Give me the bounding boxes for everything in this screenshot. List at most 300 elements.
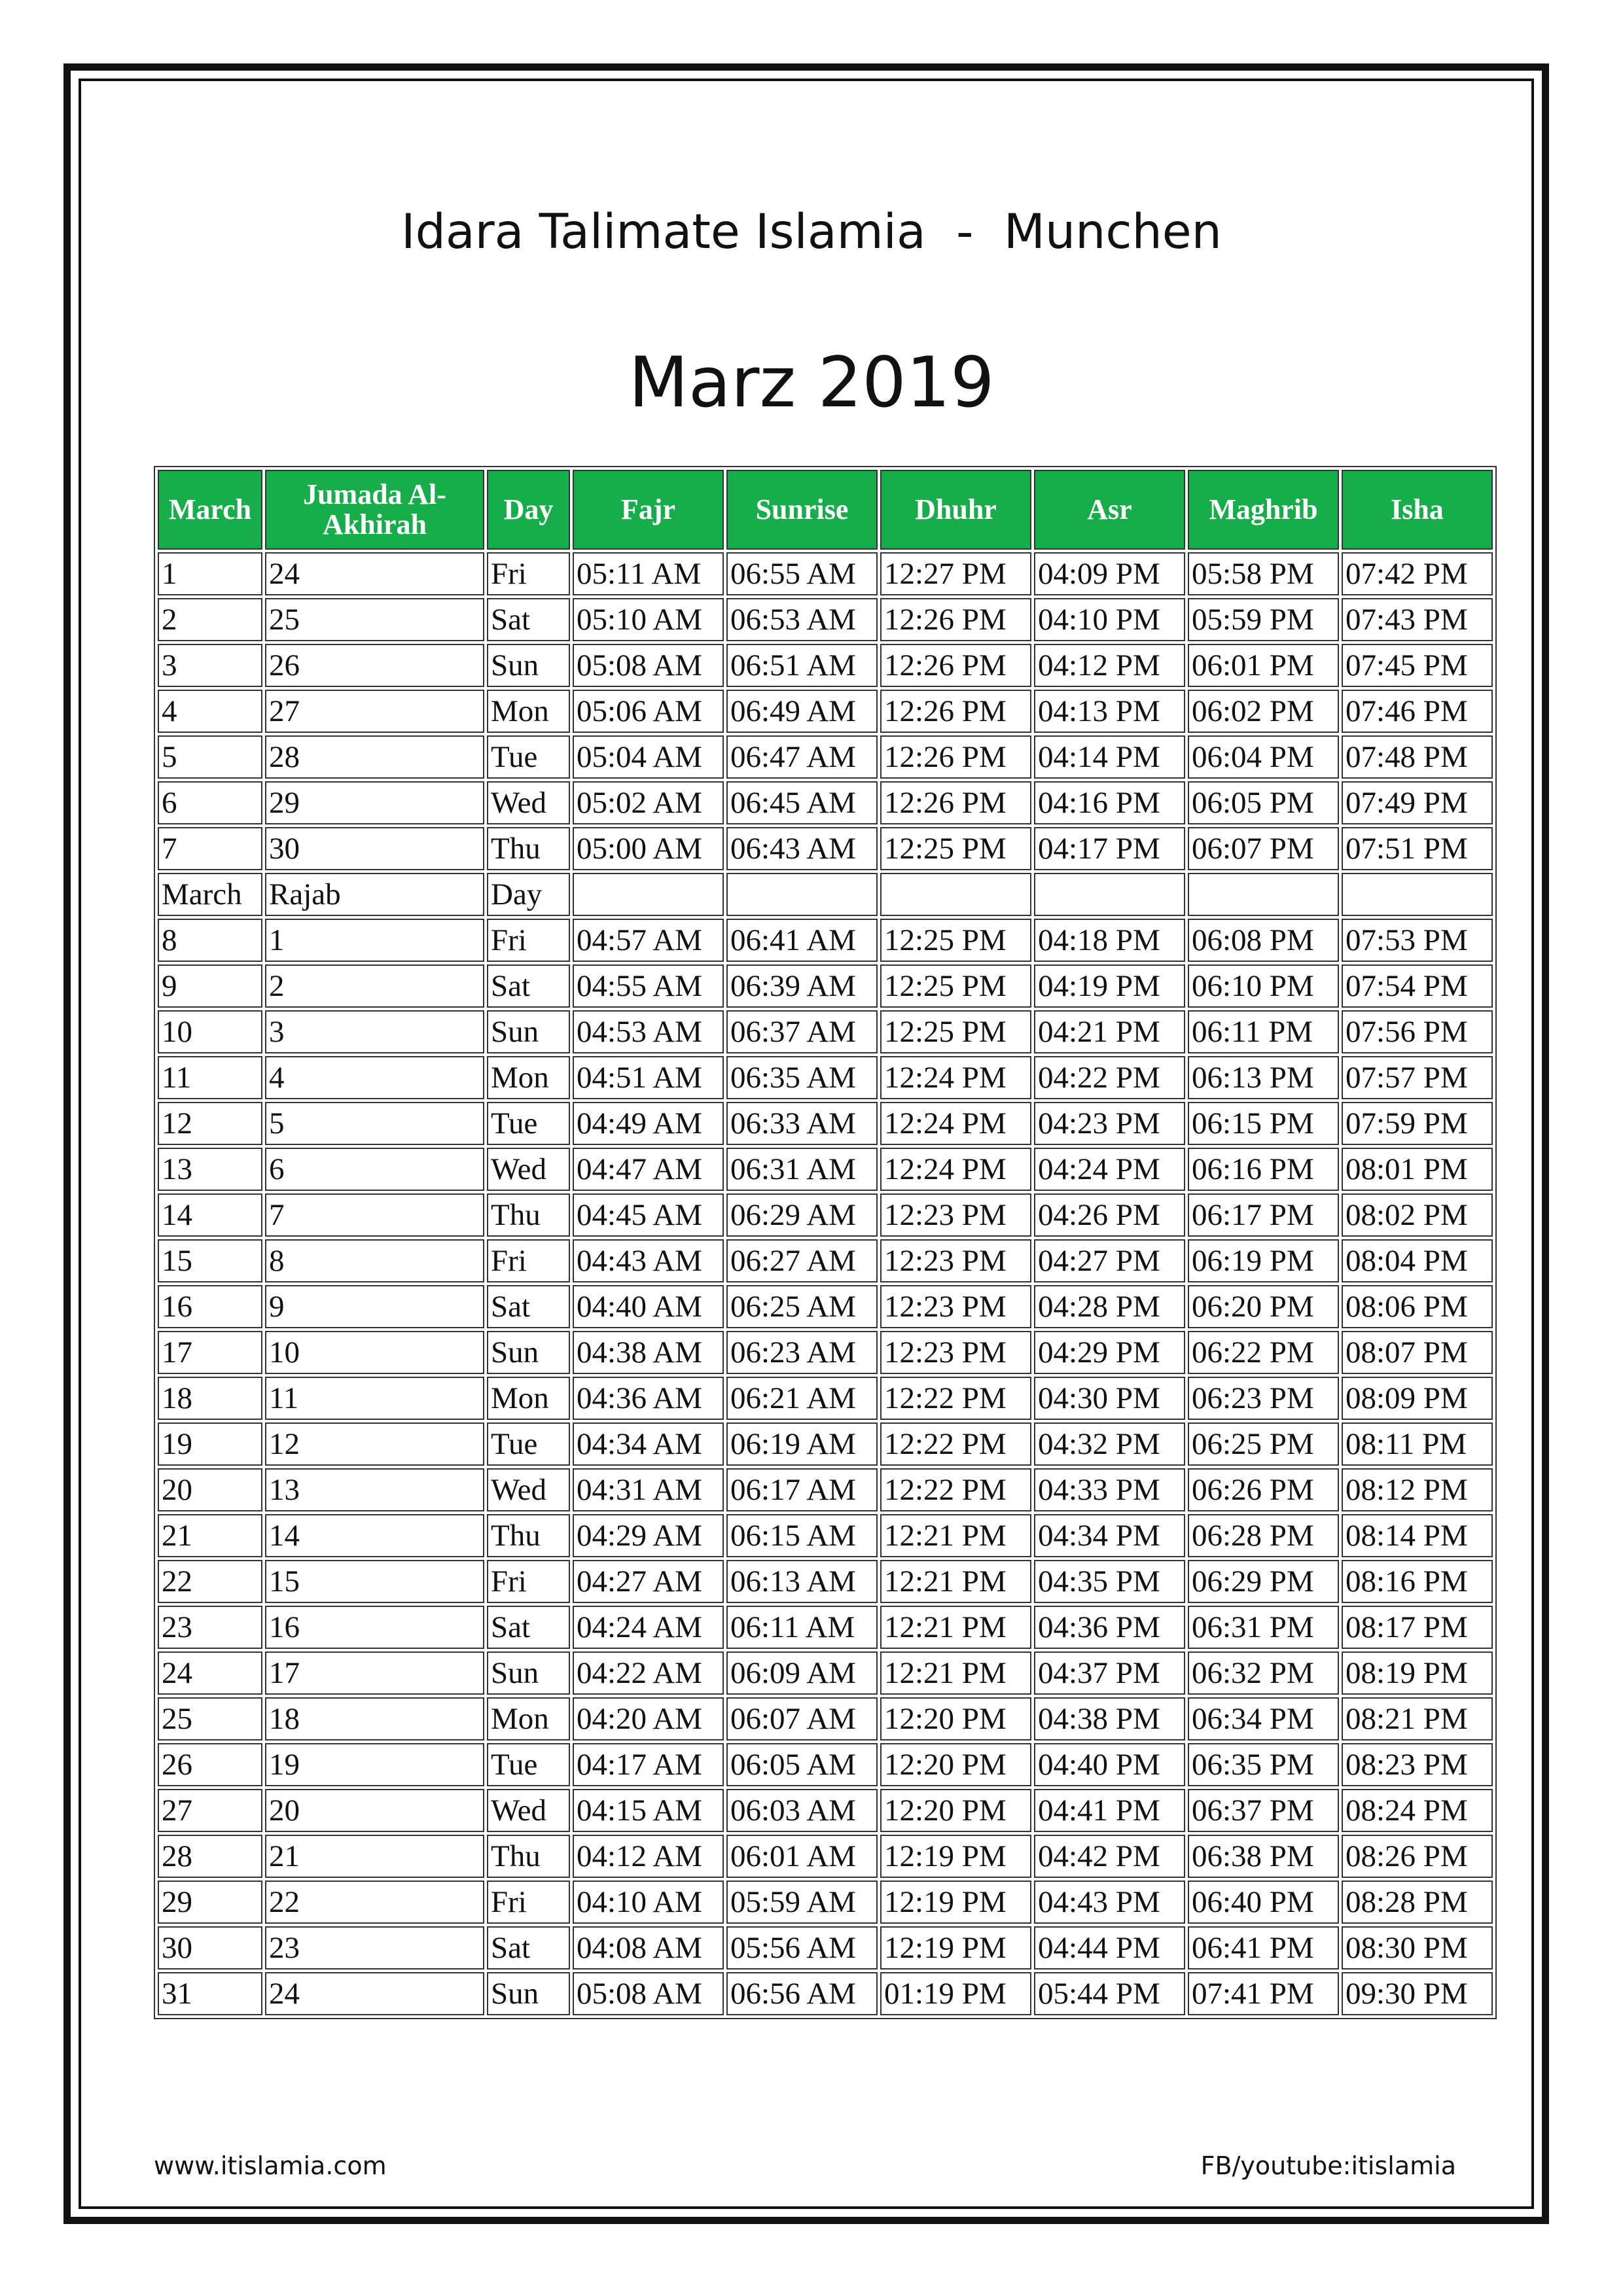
- asr-time-cell: 04:41 PM: [1034, 1789, 1185, 1832]
- column-header-asr: Asr: [1034, 470, 1185, 550]
- asr-time-cell: 04:38 PM: [1034, 1697, 1185, 1740]
- dhuhr-time-cell: 12:23 PM: [880, 1331, 1031, 1374]
- asr-time-cell: 04:13 PM: [1034, 690, 1185, 733]
- hijri-date-cell: 27: [265, 690, 484, 733]
- table-row: [158, 964, 1493, 1008]
- asr-time-cell: 04:32 PM: [1034, 1422, 1185, 1466]
- maghrib-time-cell: 06:26 PM: [1188, 1468, 1339, 1511]
- march-date-cell: 26: [158, 1743, 262, 1786]
- asr-time-cell: 04:27 PM: [1034, 1239, 1185, 1282]
- fajr-time-cell: 04:29 AM: [573, 1514, 724, 1557]
- dhuhr-time-cell: 12:19 PM: [880, 1881, 1031, 1924]
- fajr-time-cell: 04:12 AM: [573, 1835, 724, 1878]
- hijri-date-cell: 14: [265, 1514, 484, 1557]
- dhuhr-time-cell: 12:20 PM: [880, 1743, 1031, 1786]
- weekday-cell: Sat: [487, 964, 570, 1008]
- asr-time-cell: [1034, 873, 1185, 916]
- march-date-cell: 16: [158, 1285, 262, 1328]
- asr-time-cell: 04:26 PM: [1034, 1193, 1185, 1237]
- asr-time-cell: 04:30 PM: [1034, 1377, 1185, 1420]
- sunrise-time-cell: 06:09 AM: [726, 1651, 878, 1695]
- table-row: [158, 1835, 1493, 1878]
- march-date-cell: 22: [158, 1560, 262, 1603]
- asr-time-cell: 04:42 PM: [1034, 1835, 1185, 1878]
- hijri-date-cell: 21: [265, 1835, 484, 1878]
- fajr-time-cell: 05:04 AM: [573, 735, 724, 779]
- maghrib-time-cell: 06:25 PM: [1188, 1422, 1339, 1466]
- maghrib-time-cell: 06:29 PM: [1188, 1560, 1339, 1603]
- isha-time-cell: 08:30 PM: [1342, 1926, 1493, 1969]
- table-row: [158, 1972, 1493, 2015]
- maghrib-time-cell: 06:28 PM: [1188, 1514, 1339, 1557]
- weekday-cell: Mon: [487, 1056, 570, 1099]
- isha-time-cell: 07:56 PM: [1342, 1010, 1493, 1053]
- dhuhr-time-cell: 12:27 PM: [880, 552, 1031, 595]
- hijri-date-cell: 12: [265, 1422, 484, 1466]
- fajr-time-cell: 04:38 AM: [573, 1331, 724, 1374]
- weekday-cell: Tue: [487, 1743, 570, 1786]
- maghrib-time-cell: 06:31 PM: [1188, 1606, 1339, 1649]
- hijri-date-cell: 13: [265, 1468, 484, 1511]
- isha-time-cell: 08:09 PM: [1342, 1377, 1493, 1420]
- column-header-march: March: [158, 470, 262, 550]
- isha-time-cell: 08:19 PM: [1342, 1651, 1493, 1695]
- dhuhr-time-cell: 12:23 PM: [880, 1239, 1031, 1282]
- weekday-cell: Sun: [487, 1010, 570, 1053]
- asr-time-cell: 04:44 PM: [1034, 1926, 1185, 1969]
- table-row: [158, 1102, 1493, 1145]
- hijri-date-cell: 17: [265, 1651, 484, 1695]
- dhuhr-time-cell: 12:24 PM: [880, 1148, 1031, 1191]
- table-row: [158, 1056, 1493, 1099]
- sunrise-time-cell: 06:39 AM: [726, 964, 878, 1008]
- maghrib-time-cell: 06:35 PM: [1188, 1743, 1339, 1786]
- hijri-date-cell: 9: [265, 1285, 484, 1328]
- march-date-cell: 27: [158, 1789, 262, 1832]
- isha-time-cell: 08:24 PM: [1342, 1789, 1493, 1832]
- isha-time-cell: 08:04 PM: [1342, 1239, 1493, 1282]
- march-date-cell: 15: [158, 1239, 262, 1282]
- isha-time-cell: 08:23 PM: [1342, 1743, 1493, 1786]
- fajr-time-cell: 04:53 AM: [573, 1010, 724, 1053]
- column-header-maghrib: Maghrib: [1188, 470, 1339, 550]
- hijri-date-cell: 25: [265, 598, 484, 641]
- march-date-cell: 30: [158, 1926, 262, 1969]
- dhuhr-time-cell: 12:26 PM: [880, 690, 1031, 733]
- march-date-cell: 24: [158, 1651, 262, 1695]
- sunrise-time-cell: 06:21 AM: [726, 1377, 878, 1420]
- hijri-date-cell: 20: [265, 1789, 484, 1832]
- footer-website: www.itislamia.com: [154, 2151, 387, 2180]
- weekday-cell: Fri: [487, 1239, 570, 1282]
- weekday-cell: Sun: [487, 1972, 570, 2015]
- sunrise-time-cell: 06:41 AM: [726, 919, 878, 962]
- march-date-cell: March: [158, 873, 262, 916]
- table-row: [158, 1193, 1493, 1237]
- table-row: [158, 598, 1493, 641]
- asr-time-cell: 04:21 PM: [1034, 1010, 1185, 1053]
- asr-time-cell: 04:17 PM: [1034, 827, 1185, 870]
- sunrise-time-cell: 06:45 AM: [726, 781, 878, 824]
- asr-time-cell: 04:29 PM: [1034, 1331, 1185, 1374]
- march-date-cell: 11: [158, 1056, 262, 1099]
- asr-time-cell: 04:28 PM: [1034, 1285, 1185, 1328]
- sunrise-time-cell: 06:23 AM: [726, 1331, 878, 1374]
- fajr-time-cell: 04:55 AM: [573, 964, 724, 1008]
- table-row: [158, 873, 1493, 916]
- march-date-cell: 3: [158, 644, 262, 687]
- table-row: [158, 1926, 1493, 1969]
- march-date-cell: 4: [158, 690, 262, 733]
- isha-time-cell: 07:54 PM: [1342, 964, 1493, 1008]
- weekday-cell: Wed: [487, 1148, 570, 1191]
- sunrise-time-cell: 06:43 AM: [726, 827, 878, 870]
- maghrib-time-cell: 06:34 PM: [1188, 1697, 1339, 1740]
- sunrise-time-cell: [726, 873, 878, 916]
- weekday-cell: Sat: [487, 1606, 570, 1649]
- weekday-cell: Mon: [487, 1377, 570, 1420]
- isha-time-cell: 08:21 PM: [1342, 1697, 1493, 1740]
- dhuhr-time-cell: 12:21 PM: [880, 1560, 1031, 1603]
- dhuhr-time-cell: 01:19 PM: [880, 1972, 1031, 2015]
- dhuhr-time-cell: 12:22 PM: [880, 1377, 1031, 1420]
- isha-time-cell: 07:51 PM: [1342, 827, 1493, 870]
- dhuhr-time-cell: 12:22 PM: [880, 1422, 1031, 1466]
- hijri-date-cell: 24: [265, 552, 484, 595]
- hijri-date-cell: 11: [265, 1377, 484, 1420]
- weekday-cell: Fri: [487, 1560, 570, 1603]
- march-date-cell: 1: [158, 552, 262, 595]
- asr-time-cell: 04:24 PM: [1034, 1148, 1185, 1191]
- fajr-time-cell: 04:31 AM: [573, 1468, 724, 1511]
- weekday-cell: Sun: [487, 1331, 570, 1374]
- sunrise-time-cell: 06:35 AM: [726, 1056, 878, 1099]
- isha-time-cell: 09:30 PM: [1342, 1972, 1493, 2015]
- march-date-cell: 29: [158, 1881, 262, 1924]
- dhuhr-time-cell: 12:26 PM: [880, 735, 1031, 779]
- isha-time-cell: 07:57 PM: [1342, 1056, 1493, 1099]
- march-date-cell: 18: [158, 1377, 262, 1420]
- isha-time-cell: 08:06 PM: [1342, 1285, 1493, 1328]
- dhuhr-time-cell: 12:23 PM: [880, 1285, 1031, 1328]
- hijri-date-cell: 26: [265, 644, 484, 687]
- sunrise-time-cell: 06:56 AM: [726, 1972, 878, 2015]
- isha-time-cell: 08:14 PM: [1342, 1514, 1493, 1557]
- asr-time-cell: 04:10 PM: [1034, 598, 1185, 641]
- dhuhr-time-cell: 12:25 PM: [880, 1010, 1031, 1053]
- weekday-cell: Thu: [487, 1193, 570, 1237]
- sunrise-time-cell: 06:47 AM: [726, 735, 878, 779]
- hijri-date-cell: Rajab: [265, 873, 484, 916]
- isha-time-cell: [1342, 873, 1493, 916]
- fajr-time-cell: 05:11 AM: [573, 552, 724, 595]
- sunrise-time-cell: 06:05 AM: [726, 1743, 878, 1786]
- maghrib-time-cell: 06:41 PM: [1188, 1926, 1339, 1969]
- isha-time-cell: 07:46 PM: [1342, 690, 1493, 733]
- dhuhr-time-cell: 12:26 PM: [880, 644, 1031, 687]
- column-header-dhuhr: Dhuhr: [880, 470, 1031, 550]
- weekday-cell: Mon: [487, 1697, 570, 1740]
- sunrise-time-cell: 06:29 AM: [726, 1193, 878, 1237]
- dhuhr-time-cell: 12:21 PM: [880, 1514, 1031, 1557]
- sunrise-time-cell: 05:56 AM: [726, 1926, 878, 1969]
- dhuhr-time-cell: 12:24 PM: [880, 1056, 1031, 1099]
- asr-time-cell: 04:12 PM: [1034, 644, 1185, 687]
- fajr-time-cell: 05:10 AM: [573, 598, 724, 641]
- sunrise-time-cell: 06:07 AM: [726, 1697, 878, 1740]
- sunrise-time-cell: 06:53 AM: [726, 598, 878, 641]
- sunrise-time-cell: 06:19 AM: [726, 1422, 878, 1466]
- march-date-cell: 8: [158, 919, 262, 962]
- isha-time-cell: 08:02 PM: [1342, 1193, 1493, 1237]
- sunrise-time-cell: 06:11 AM: [726, 1606, 878, 1649]
- march-date-cell: 13: [158, 1148, 262, 1191]
- asr-time-cell: 04:34 PM: [1034, 1514, 1185, 1557]
- table-header-row: [158, 470, 1493, 550]
- march-date-cell: 6: [158, 781, 262, 824]
- weekday-cell: Tue: [487, 1102, 570, 1145]
- hijri-date-cell: 10: [265, 1331, 484, 1374]
- fajr-time-cell: 04:51 AM: [573, 1056, 724, 1099]
- column-header-isha: Isha: [1342, 470, 1493, 550]
- column-header-sunrise: Sunrise: [726, 470, 878, 550]
- maghrib-time-cell: 06:20 PM: [1188, 1285, 1339, 1328]
- hijri-date-cell: 19: [265, 1743, 484, 1786]
- table-row: [158, 1881, 1493, 1924]
- table-row: [158, 1331, 1493, 1374]
- hijri-date-cell: 15: [265, 1560, 484, 1603]
- dhuhr-time-cell: 12:20 PM: [880, 1789, 1031, 1832]
- maghrib-time-cell: [1188, 873, 1339, 916]
- isha-time-cell: 07:48 PM: [1342, 735, 1493, 779]
- sunrise-time-cell: 06:51 AM: [726, 644, 878, 687]
- march-date-cell: 23: [158, 1606, 262, 1649]
- table-row: [158, 1148, 1493, 1191]
- table-row: [158, 1606, 1493, 1649]
- march-date-cell: 25: [158, 1697, 262, 1740]
- column-header-day: Day: [487, 470, 570, 550]
- dhuhr-time-cell: 12:23 PM: [880, 1193, 1031, 1237]
- dhuhr-time-cell: 12:25 PM: [880, 964, 1031, 1008]
- sunrise-time-cell: 06:33 AM: [726, 1102, 878, 1145]
- march-date-cell: 17: [158, 1331, 262, 1374]
- weekday-cell: Thu: [487, 1835, 570, 1878]
- fajr-time-cell: 04:17 AM: [573, 1743, 724, 1786]
- fajr-time-cell: 05:00 AM: [573, 827, 724, 870]
- fajr-time-cell: 05:08 AM: [573, 644, 724, 687]
- table-row: [158, 1514, 1493, 1557]
- sunrise-time-cell: 06:25 AM: [726, 1285, 878, 1328]
- hijri-date-cell: 6: [265, 1148, 484, 1191]
- weekday-cell: Sat: [487, 598, 570, 641]
- asr-time-cell: 05:44 PM: [1034, 1972, 1185, 2015]
- maghrib-time-cell: 06:19 PM: [1188, 1239, 1339, 1282]
- sunrise-time-cell: 06:01 AM: [726, 1835, 878, 1878]
- isha-time-cell: 08:11 PM: [1342, 1422, 1493, 1466]
- hijri-date-cell: 3: [265, 1010, 484, 1053]
- table-row: [158, 827, 1493, 870]
- hijri-date-cell: 23: [265, 1926, 484, 1969]
- weekday-cell: Sat: [487, 1285, 570, 1328]
- hijri-date-cell: 16: [265, 1606, 484, 1649]
- sunrise-time-cell: 06:03 AM: [726, 1789, 878, 1832]
- fajr-time-cell: 05:02 AM: [573, 781, 724, 824]
- isha-time-cell: 08:12 PM: [1342, 1468, 1493, 1511]
- dhuhr-time-cell: 12:25 PM: [880, 919, 1031, 962]
- march-date-cell: 14: [158, 1193, 262, 1237]
- fajr-time-cell: 04:45 AM: [573, 1193, 724, 1237]
- column-header-fajr: Fajr: [573, 470, 724, 550]
- sunrise-time-cell: 05:59 AM: [726, 1881, 878, 1924]
- fajr-time-cell: 04:10 AM: [573, 1881, 724, 1924]
- weekday-cell: Fri: [487, 919, 570, 962]
- dhuhr-time-cell: [880, 873, 1031, 916]
- asr-time-cell: 04:22 PM: [1034, 1056, 1185, 1099]
- maghrib-time-cell: 06:38 PM: [1188, 1835, 1339, 1878]
- weekday-cell: Wed: [487, 781, 570, 824]
- march-date-cell: 20: [158, 1468, 262, 1511]
- maghrib-time-cell: 06:10 PM: [1188, 964, 1339, 1008]
- sunrise-time-cell: 06:49 AM: [726, 690, 878, 733]
- maghrib-time-cell: 06:22 PM: [1188, 1331, 1339, 1374]
- hijri-date-cell: 22: [265, 1881, 484, 1924]
- maghrib-time-cell: 06:04 PM: [1188, 735, 1339, 779]
- table-row: [158, 781, 1493, 824]
- maghrib-time-cell: 06:01 PM: [1188, 644, 1339, 687]
- isha-time-cell: 07:59 PM: [1342, 1102, 1493, 1145]
- march-date-cell: 10: [158, 1010, 262, 1053]
- march-date-cell: 21: [158, 1514, 262, 1557]
- fajr-time-cell: 04:36 AM: [573, 1377, 724, 1420]
- table-row: [158, 1697, 1493, 1740]
- asr-time-cell: 04:40 PM: [1034, 1743, 1185, 1786]
- hijri-date-cell: 29: [265, 781, 484, 824]
- march-date-cell: 2: [158, 598, 262, 641]
- isha-time-cell: 07:53 PM: [1342, 919, 1493, 962]
- weekday-cell: Sun: [487, 644, 570, 687]
- weekday-cell: Mon: [487, 690, 570, 733]
- fajr-time-cell: 04:20 AM: [573, 1697, 724, 1740]
- hijri-date-cell: 1: [265, 919, 484, 962]
- fajr-time-cell: 04:43 AM: [573, 1239, 724, 1282]
- maghrib-time-cell: 06:13 PM: [1188, 1056, 1339, 1099]
- maghrib-time-cell: 06:40 PM: [1188, 1881, 1339, 1924]
- dhuhr-time-cell: 12:19 PM: [880, 1926, 1031, 1969]
- fajr-time-cell: 04:22 AM: [573, 1651, 724, 1695]
- fajr-time-cell: 04:40 AM: [573, 1285, 724, 1328]
- isha-time-cell: 08:07 PM: [1342, 1331, 1493, 1374]
- weekday-cell: Wed: [487, 1468, 570, 1511]
- maghrib-time-cell: 06:32 PM: [1188, 1651, 1339, 1695]
- maghrib-time-cell: 06:37 PM: [1188, 1789, 1339, 1832]
- fajr-time-cell: [573, 873, 724, 916]
- isha-time-cell: 08:01 PM: [1342, 1148, 1493, 1191]
- dhuhr-time-cell: 12:26 PM: [880, 598, 1031, 641]
- maghrib-time-cell: 06:02 PM: [1188, 690, 1339, 733]
- maghrib-time-cell: 06:15 PM: [1188, 1102, 1339, 1145]
- isha-time-cell: 08:26 PM: [1342, 1835, 1493, 1878]
- asr-time-cell: 04:14 PM: [1034, 735, 1185, 779]
- sunrise-time-cell: 06:27 AM: [726, 1239, 878, 1282]
- table-row: [158, 1010, 1493, 1053]
- table-row: [158, 735, 1493, 779]
- fajr-time-cell: 04:47 AM: [573, 1148, 724, 1191]
- sunrise-time-cell: 06:17 AM: [726, 1468, 878, 1511]
- table-row: [158, 1468, 1493, 1511]
- fajr-time-cell: 04:08 AM: [573, 1926, 724, 1969]
- isha-time-cell: 08:28 PM: [1342, 1881, 1493, 1924]
- weekday-cell: Tue: [487, 1422, 570, 1466]
- hijri-date-cell: 28: [265, 735, 484, 779]
- isha-time-cell: 07:42 PM: [1342, 552, 1493, 595]
- footer-social: FB/youtube:itislamia: [1200, 2151, 1456, 2180]
- organization-title: Idara Talimate Islamia - Munchen: [401, 204, 1222, 260]
- asr-time-cell: 04:18 PM: [1034, 919, 1185, 962]
- dhuhr-time-cell: 12:20 PM: [880, 1697, 1031, 1740]
- maghrib-time-cell: 07:41 PM: [1188, 1972, 1339, 2015]
- hijri-date-cell: 5: [265, 1102, 484, 1145]
- hijri-date-cell: 18: [265, 1697, 484, 1740]
- maghrib-time-cell: 05:58 PM: [1188, 552, 1339, 595]
- hijri-date-cell: 8: [265, 1239, 484, 1282]
- maghrib-time-cell: 06:08 PM: [1188, 919, 1339, 962]
- sunrise-time-cell: 06:13 AM: [726, 1560, 878, 1603]
- hijri-date-cell: 7: [265, 1193, 484, 1237]
- march-date-cell: 7: [158, 827, 262, 870]
- hijri-date-cell: 2: [265, 964, 484, 1008]
- table-row: [158, 1651, 1493, 1695]
- weekday-cell: Sat: [487, 1926, 570, 1969]
- march-date-cell: 19: [158, 1422, 262, 1466]
- table-row: [158, 1743, 1493, 1786]
- column-header-hijri-month: Jumada Al-Akhirah: [265, 470, 484, 550]
- table-row: [158, 1560, 1493, 1603]
- asr-time-cell: 04:35 PM: [1034, 1560, 1185, 1603]
- fajr-time-cell: 04:57 AM: [573, 919, 724, 962]
- table-body: [158, 552, 1493, 2015]
- weekday-cell: Fri: [487, 552, 570, 595]
- maghrib-time-cell: 06:23 PM: [1188, 1377, 1339, 1420]
- asr-time-cell: 04:37 PM: [1034, 1651, 1185, 1695]
- maghrib-time-cell: 06:17 PM: [1188, 1193, 1339, 1237]
- dhuhr-time-cell: 12:26 PM: [880, 781, 1031, 824]
- table-row: [158, 1239, 1493, 1282]
- isha-time-cell: 07:43 PM: [1342, 598, 1493, 641]
- fajr-time-cell: 04:27 AM: [573, 1560, 724, 1603]
- dhuhr-time-cell: 12:22 PM: [880, 1468, 1031, 1511]
- fajr-time-cell: 04:49 AM: [573, 1102, 724, 1145]
- sunrise-time-cell: 06:31 AM: [726, 1148, 878, 1191]
- weekday-cell: Thu: [487, 1514, 570, 1557]
- asr-time-cell: 04:19 PM: [1034, 964, 1185, 1008]
- sunrise-time-cell: 06:15 AM: [726, 1514, 878, 1557]
- maghrib-time-cell: 06:05 PM: [1188, 781, 1339, 824]
- hijri-date-cell: 30: [265, 827, 484, 870]
- march-date-cell: 12: [158, 1102, 262, 1145]
- march-date-cell: 5: [158, 735, 262, 779]
- isha-time-cell: 08:16 PM: [1342, 1560, 1493, 1603]
- fajr-time-cell: 04:24 AM: [573, 1606, 724, 1649]
- table-row: [158, 1285, 1493, 1328]
- fajr-time-cell: 04:15 AM: [573, 1789, 724, 1832]
- asr-time-cell: 04:33 PM: [1034, 1468, 1185, 1511]
- fajr-time-cell: 04:34 AM: [573, 1422, 724, 1466]
- maghrib-time-cell: 06:07 PM: [1188, 827, 1339, 870]
- table-row: [158, 552, 1493, 595]
- sunrise-time-cell: 06:55 AM: [726, 552, 878, 595]
- asr-time-cell: 04:43 PM: [1034, 1881, 1185, 1924]
- march-date-cell: 31: [158, 1972, 262, 2015]
